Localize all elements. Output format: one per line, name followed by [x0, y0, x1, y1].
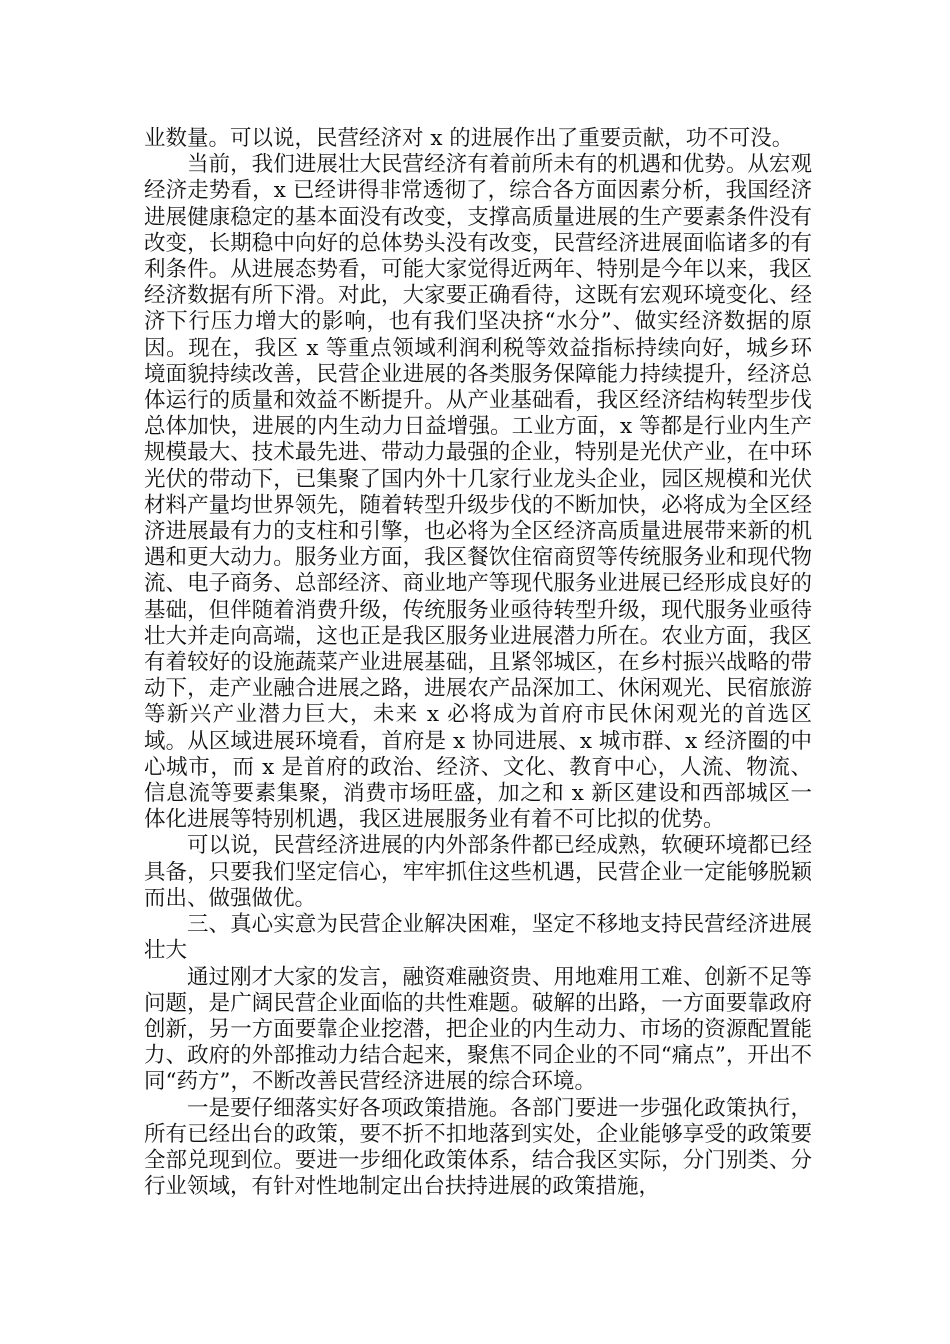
- section-heading-3: 三、真心实意为民营企业解决困难，坚定不移地支持民营经济进展壮大: [144, 912, 812, 964]
- paragraph-4: 通过刚才大家的发言，融资难融资贵、用地难用工难、创新不足等问题，是广阔民营企业面临的共性难题。破解的出路，一方面要靠政府创新，另一方面要靠企业挖潜，把企业的内生动力、市场的资源配置能力、政府的外部推动力结合起来，聚焦不同企业的不同“痛点”，开出不同“药方”，不断改善民营经济进展的综合环境。: [144, 964, 812, 1095]
- document-body: [144, 126, 812, 1200]
- paragraph-3: 可以说，民营经济进展的内外部条件都已经成熟，软硬环境都已经具备，只要我们坚定信心，牢牢抓住这些机遇，民营企业一定能够脱颖而出、做强做优。: [144, 833, 812, 911]
- paragraph-2: 当前，我们进展壮大民营经济有着前所未有的机遇和优势。从宏观经济走势看，x 已经讲得非常透彻了，综合各方面因素分析，我国经济进展健康稳定的基本面没有改变，支撑高质量进展的生产要素条件没有改变，长期稳中向好的总体势头没有改变，民营经济进展面临诸多的有利条件。从进展态势看，可能大家觉得近两年、特别是今年以来，我区经济数据有所下滑。对此，大家要正确看待，这既有宏观环境变化、经济下行压力增大的影响，也有我们坚决挤“水分”、做实经济数据的原因。现在，我区 x 等重点领域利润利税等效益指标持续向好，城乡环境面貌持续改善，民营企业进展的各类服务保障能力持续提升，经济总体运行的质量和效益不断提升。从产业基础看，我区经济结构转型步伐总体加快，进展的内生动力日益增强。工业方面，x 等都是行业内生产规模最大、技术最先进、带动力最强的企业，特别是光伏产业，在中环光伏的带动下，已集聚了国内外十几家行业龙头企业，园区规模和光伏材料产量均世界领先，随着转型升级步伐的不断加快，必将成为全区经济进展最有力的支柱和引擎，也必将为全区经济高质量进展带来新的机遇和更大动力。服务业方面，我区餐饮住宿商贸等传统服务业和现代物流、电子商务、总部经济、商业地产等现代服务业进展已经形成良好的基础，但伴随着消费升级，传统服务业亟待转型升级，现代服务业亟待壮大并走向高端，这也正是我区服务业进展潜力所在。农业方面，我区有着较好的设施蔬菜产业进展基础，且紧邻城区，在乡村振兴战略的带动下，走产业融合进展之路，进展农产品深加工、休闲观光、民宿旅游等新兴产业潜力巨大，未来 x 必将成为首府市民休闲观光的首选区域。从区域进展环境看，首府是 x 协同进展、x 城市群、x 经济圈的中心城市，而 x 是首府的政治、经济、文化、教育中心，人流、物流、信息流等要素集聚，消费市场旺盛，加之和 x 新区建设和西部城区一体化进展等特别机遇，我区进展服务业有着不可比拟的优势。: [144, 152, 812, 833]
- paragraph-5: 一是要仔细落实好各项政策措施。各部门要进一步强化政策执行，所有已经出台的政策，要不折不扣地落到实处，企业能够享受的政策要全部兑现到位。要进一步细化政策体系，结合我区实际，分门别类、分行业领域，有针对性地制定出台扶持进展的政策措施，: [144, 1095, 812, 1200]
- paragraph-1: 业数量。可以说，民营经济对 x 的进展作出了重要贡献，功不可没。: [144, 126, 794, 151]
